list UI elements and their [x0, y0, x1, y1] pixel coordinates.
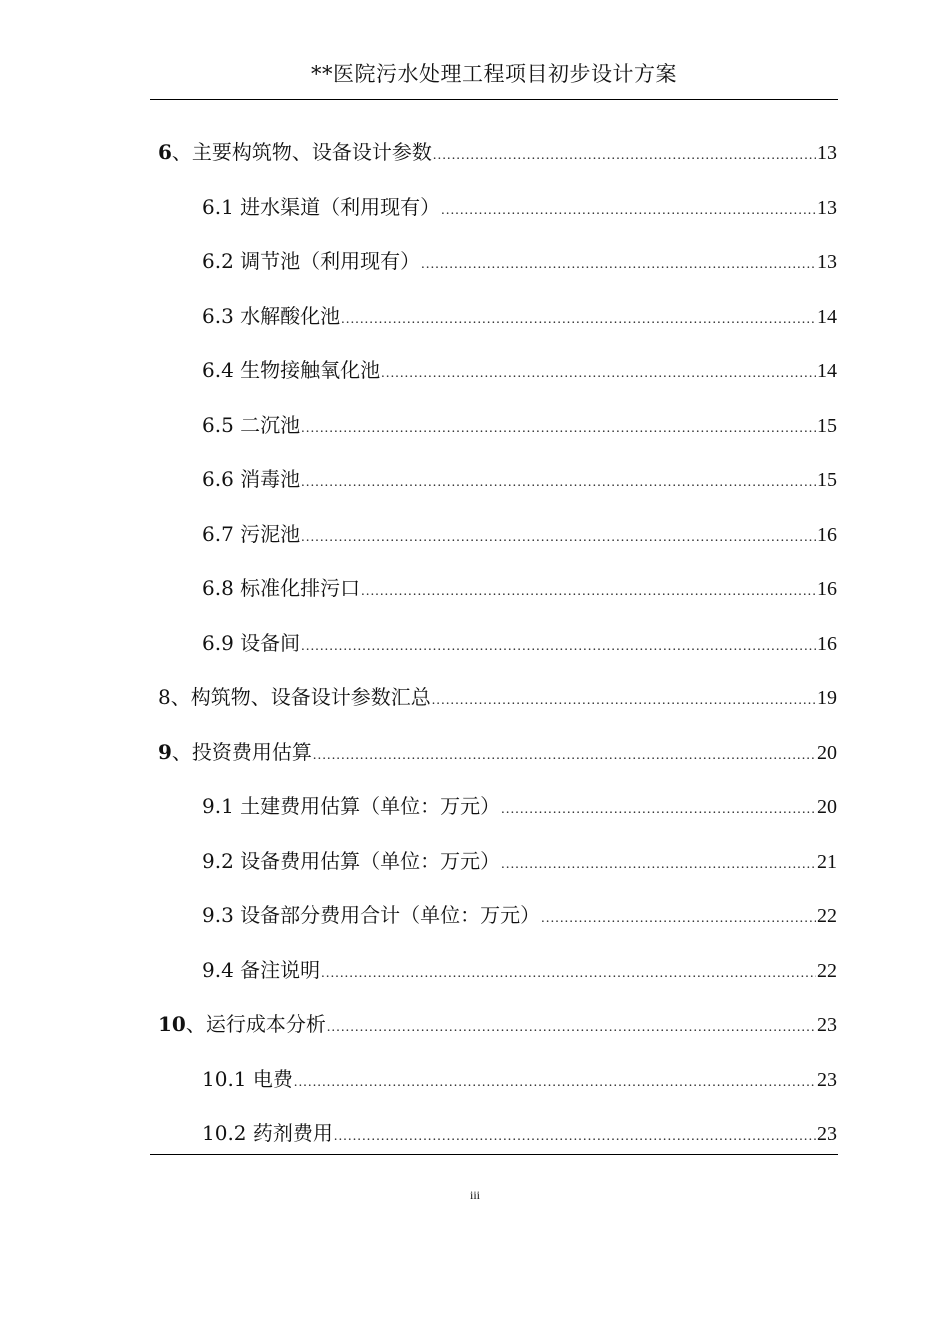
toc-entry[interactable] — [202, 899, 837, 931]
toc-entry[interactable] — [202, 191, 837, 223]
toc-entry-title — [202, 1063, 293, 1095]
toc-entry-title — [202, 463, 300, 495]
toc-entry[interactable] — [202, 627, 837, 659]
toc-entry-page: 23 — [817, 1123, 837, 1145]
toc-entry-separator: 、 — [171, 140, 192, 164]
toc-entry-number: 6.1 — [202, 194, 234, 219]
toc-dot-leader — [301, 631, 816, 663]
toc-entry-page: 22 — [817, 905, 837, 927]
toc-entry-title — [202, 300, 340, 332]
toc-entry[interactable] — [202, 1063, 837, 1095]
toc-entry-text: 主要构筑物、设备设计参数 — [191, 140, 432, 164]
toc-entry-number: 10.2 — [202, 1121, 247, 1145]
toc-entry-title — [202, 191, 440, 223]
toc-entry-text: 水解酸化池 — [240, 303, 341, 328]
toc-entry-text: 构筑物、设备设计参数汇总 — [190, 685, 431, 709]
toc-entry-number: 10.1 — [202, 1066, 247, 1091]
toc-entry-page: 20 — [817, 741, 837, 764]
toc-dot-leader — [313, 740, 816, 772]
toc-entry-title — [202, 409, 300, 441]
toc-entry-title — [202, 627, 300, 659]
toc-entry[interactable] — [158, 1008, 837, 1040]
toc-entry[interactable] — [202, 245, 837, 277]
toc-entry-text: 污泥池 — [240, 521, 301, 546]
toc-dot-leader — [301, 522, 816, 554]
toc-entry-separator: 、 — [170, 685, 191, 709]
toc-entry-page: 16 — [817, 578, 837, 600]
toc-entry-text: 调节池（利用现有） — [240, 249, 421, 273]
toc-entry-title — [202, 899, 540, 931]
toc-entry-title — [158, 681, 431, 713]
toc-entry-number: 9.1 — [202, 794, 234, 818]
toc-dot-leader — [441, 195, 816, 227]
toc-entry-page: 20 — [817, 796, 837, 818]
toc-dot-leader — [501, 794, 816, 826]
toc-entry-number: 6.4 — [202, 358, 234, 382]
toc-entry-title — [202, 954, 320, 986]
toc-entry-page: 19 — [817, 687, 837, 709]
toc-entry-page: 22 — [817, 959, 837, 982]
toc-entry-text: 电费 — [252, 1066, 293, 1091]
toc-dot-leader — [301, 413, 816, 445]
toc-dot-leader — [541, 903, 816, 935]
toc-entry[interactable] — [202, 1117, 837, 1149]
toc-entry-page: 13 — [817, 196, 837, 219]
toc-entry[interactable] — [202, 790, 837, 822]
toc-entry[interactable] — [158, 681, 837, 713]
toc-entry-page: 16 — [817, 632, 837, 655]
toc-entry-text: 土建费用估算（单位：万元） — [240, 794, 501, 818]
toc-entry-number: 9.4 — [202, 957, 234, 982]
toc-entry-number: 6 — [158, 140, 172, 164]
toc-dot-leader — [381, 358, 816, 390]
toc-dot-leader — [334, 1121, 816, 1153]
toc-entry-number: 6.9 — [202, 630, 234, 655]
toc-entry-page: 23 — [817, 1068, 837, 1091]
toc-dot-leader — [321, 958, 816, 990]
page-header-title: **医院污水处理工程项目初步设计方案 — [311, 62, 677, 86]
toc-entry-title — [202, 245, 420, 277]
toc-entry-page: 16 — [817, 523, 837, 546]
footer-divider — [150, 1154, 838, 1155]
toc-entry[interactable] — [202, 354, 837, 386]
page-number: iii — [469, 1188, 480, 1202]
toc-dot-leader — [432, 685, 816, 717]
toc-entry[interactable] — [202, 409, 837, 441]
toc-entry-number: 6.8 — [202, 576, 234, 600]
toc-entry-page: 14 — [817, 360, 837, 382]
toc-entry[interactable] — [202, 954, 837, 986]
toc-entry-page: 13 — [817, 251, 837, 273]
toc-dot-leader — [501, 849, 816, 881]
toc-dot-leader — [341, 304, 816, 336]
toc-entry-title — [202, 572, 360, 604]
toc-entry-title — [202, 354, 380, 386]
toc-entry[interactable] — [202, 845, 837, 877]
toc-entry[interactable] — [202, 518, 837, 550]
toc-entry[interactable] — [202, 300, 837, 332]
toc-dot-leader — [421, 249, 816, 281]
toc-entry-text: 设备间 — [240, 630, 301, 655]
toc-dot-leader — [294, 1067, 816, 1099]
toc-entry-page: 13 — [817, 142, 837, 164]
toc-entry-text: 设备费用估算（单位：万元） — [240, 848, 501, 873]
toc-entry-page: 23 — [817, 1014, 837, 1036]
toc-entry-page: 15 — [817, 469, 837, 491]
toc-entry-title — [158, 1008, 326, 1040]
toc-entry-text: 进水渠道（利用现有） — [240, 194, 441, 219]
toc-entry-number: 9.2 — [202, 848, 234, 873]
toc-entry-number: 6.5 — [202, 412, 234, 437]
toc-entry-number: 9 — [158, 739, 172, 764]
toc-entry-text: 消毒池 — [240, 467, 301, 491]
toc-entry-title — [158, 736, 312, 768]
header-divider — [150, 99, 838, 100]
toc-dot-leader — [327, 1012, 816, 1044]
toc-entry-text: 药剂费用 — [252, 1121, 333, 1145]
toc-dot-leader — [361, 576, 816, 608]
toc-entry-title — [202, 845, 500, 877]
toc-entry[interactable] — [202, 572, 837, 604]
toc-entry-title — [158, 136, 432, 168]
toc-entry-title — [202, 1117, 333, 1149]
toc-entry-separator: 、 — [171, 739, 192, 764]
toc-entry-text: 生物接触氧化池 — [240, 358, 381, 382]
toc-entry[interactable] — [202, 463, 837, 495]
toc-entry-text: 运行成本分析 — [205, 1012, 326, 1036]
toc-entry-number: 10 — [158, 1012, 186, 1036]
toc-dot-leader — [433, 140, 816, 172]
toc-entry-text: 二沉池 — [240, 412, 301, 437]
toc-entry-page: 21 — [817, 850, 837, 873]
toc-entry-number: 6.7 — [202, 521, 234, 546]
toc-entry-title — [202, 790, 500, 822]
toc-entry-text: 标准化排污口 — [240, 576, 361, 600]
toc-entry-title — [202, 518, 300, 550]
toc-entry-text: 设备部分费用合计（单位：万元） — [240, 903, 541, 927]
toc-entry-text: 投资费用估算 — [191, 739, 312, 764]
toc-entry-number: 9.3 — [202, 903, 234, 927]
toc-entry-page: 14 — [817, 305, 837, 328]
toc-entry-text: 备注说明 — [240, 957, 321, 982]
toc-entry[interactable] — [158, 736, 837, 768]
toc-dot-leader — [301, 467, 816, 499]
toc-entry-page: 15 — [817, 414, 837, 437]
toc-entry[interactable] — [158, 136, 837, 168]
toc-entry-number: 8 — [158, 685, 171, 709]
toc-entry-separator: 、 — [185, 1012, 206, 1036]
toc-entry-number: 6.3 — [202, 303, 234, 328]
toc-entry-number: 6.6 — [202, 467, 234, 491]
toc-entry-number: 6.2 — [202, 249, 234, 273]
